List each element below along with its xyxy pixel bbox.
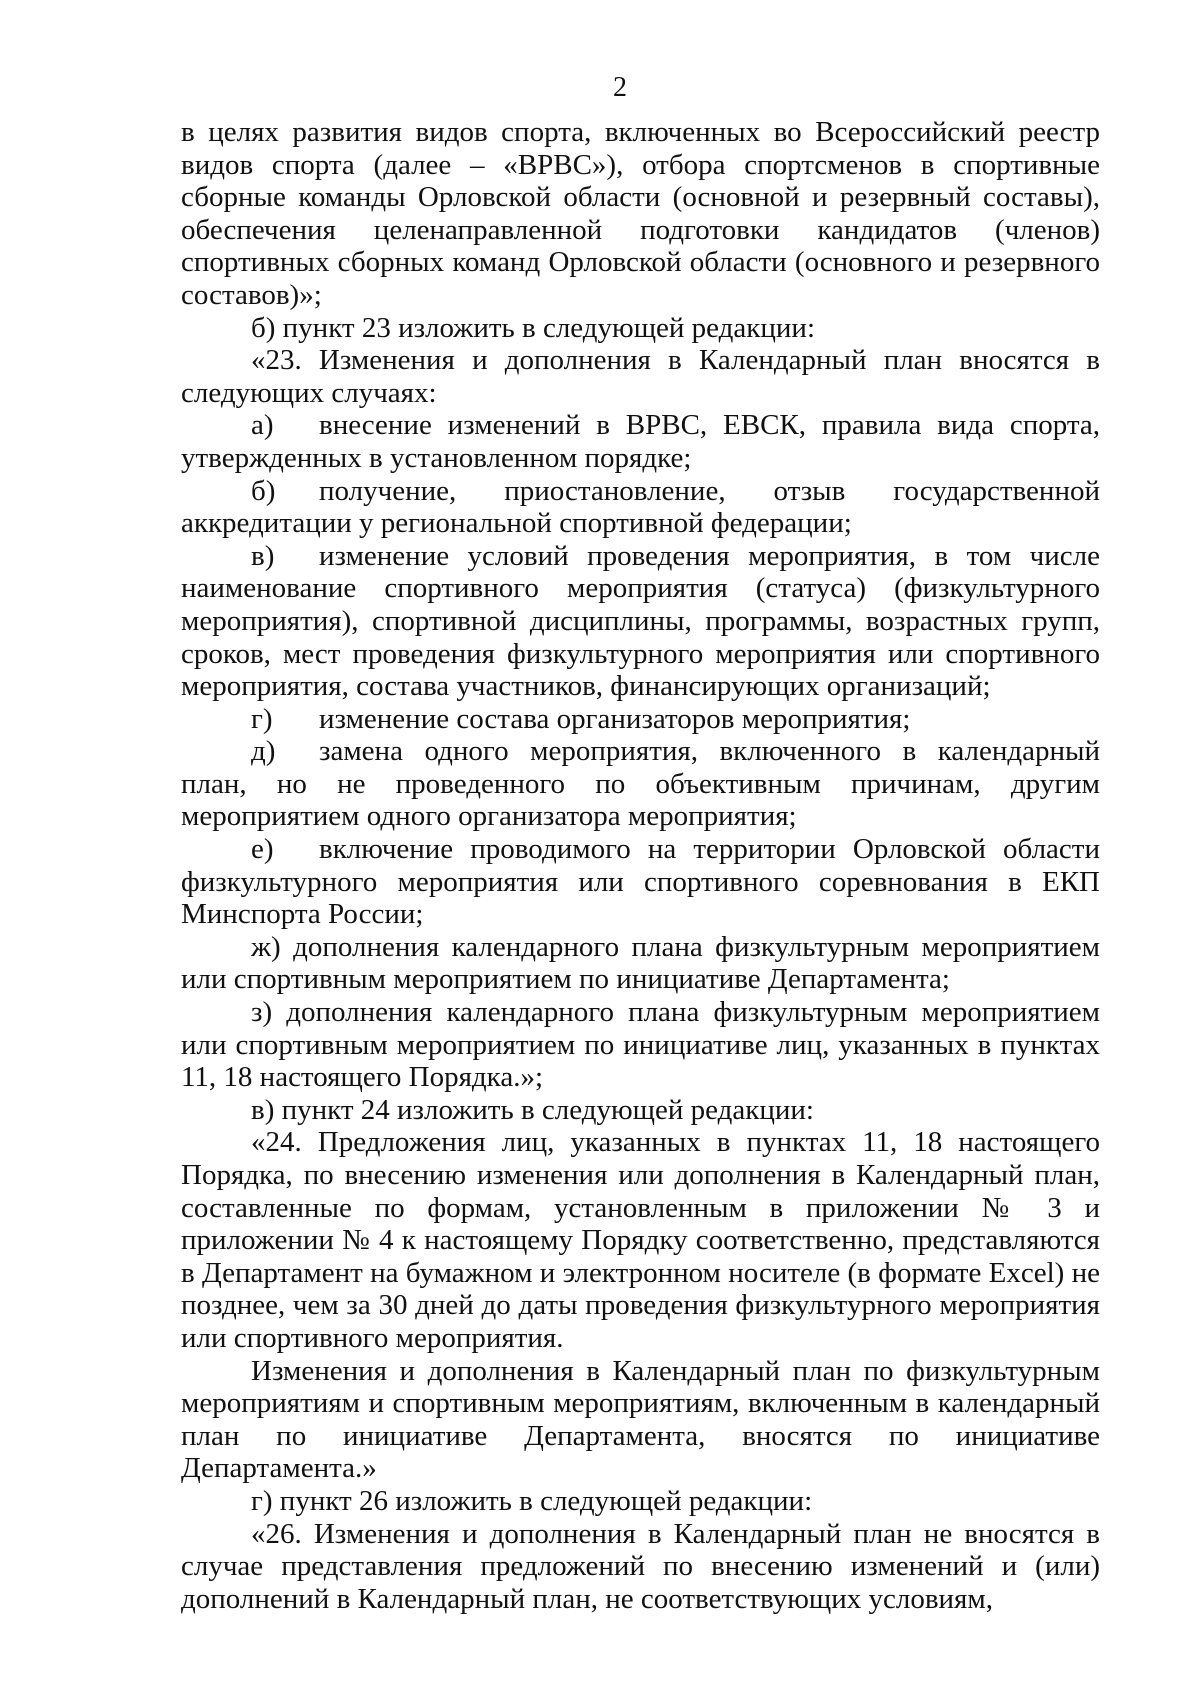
list-item-text: получение, приостановление, отзыв государственной аккредитации у региональной спортивной федерации; — [181, 474, 1100, 540]
list-item-e — [181, 833, 1100, 931]
paragraph-clause-g: г) пункт 26 изложить в следующей редакции: — [251, 1484, 813, 1517]
list-item-a — [181, 409, 1100, 474]
list-item-zh: ж) дополнения календарного плана физкультурным мероприятием или спортивным мероприятием по инициативе Департамента; — [181, 930, 1100, 996]
list-item-b — [181, 475, 1100, 540]
paragraph-point-24: «24. Предложения лиц, указанных в пунктах 11, 18 настоящего Порядка, по внесению изменения или дополнения в Календарный план, составленные по формам, установленным в приложении № 3 и приложении № 4 к настоящему Порядку соответственно, представляются в Департамент на бумажном и электронном носителе (в формате Excel) не позднее, чем за 30 дней до даты проведения физкультурного мероприятия или спортивного мероприятия. — [181, 1126, 1100, 1354]
list-marker: а) — [251, 409, 274, 442]
paragraph-intro: в целях развития видов спорта, включенных во Всероссийский реестр видов спорта (далее – «ВРВС»), отбора спортсменов в спортивные сборные команды Орловской области (основной и резервный составы), обеспечения целенаправленной подготовки кандидатов (членов) спортивных сборных команд Орловской области (основного и резервного составов)»; — [181, 116, 1100, 311]
document-body — [181, 116, 1100, 1615]
list-item-text: включение проводимого на территории Орловской области физкультурного мероприятия или спортивного соревнования в ЕКП Минспорта России; — [181, 833, 1100, 931]
list-item-g — [181, 703, 1100, 736]
paragraph-clause-b: б) пункт 23 изложить в следующей редакции: — [251, 311, 815, 344]
list-marker: г) — [251, 702, 273, 735]
list-marker: е) — [251, 833, 274, 866]
list-item-text: внесение изменений в ВРВС, ЕВСК, правила вида спорта, утвержденных в установленном порядке; — [181, 409, 1100, 474]
list-item-text: изменение условий проведения мероприятия, в том числе наименование спортивного мероприятия (статуса) (физкультурного мероприятия), спортивной дисциплины, программы, возрастных групп, сроков, мест проведения физкультурного мероприятия или спортивного мероприятия, состава участников, финансирующих организаций; — [181, 539, 1100, 703]
paragraph-clause-v: в) пункт 24 изложить в следующей редакции: — [251, 1093, 814, 1126]
list-marker: б) — [251, 474, 276, 507]
paragraph-point-23: «23. Изменения и дополнения в Календарный план вносятся в следующих случаях: — [181, 344, 1100, 409]
list-item-v — [181, 540, 1100, 703]
paragraph-point-24-continued: Изменения и дополнения в Календарный план по физкультурным мероприятиям и спортивным мероприятиям, включенным в календарный план по инициативе Департамента, вносятся по инициативе Департамента.» — [181, 1354, 1100, 1485]
list-marker: в) — [251, 539, 275, 572]
list-item-d — [181, 735, 1100, 833]
list-marker: д) — [251, 735, 276, 768]
page-number: 2 — [613, 72, 627, 103]
list-item-text: замена одного мероприятия, включенного в календарный план, но не проведенного по объективным причинам, другим мероприятием одного организатора мероприятия; — [181, 735, 1100, 833]
list-item-z: з) дополнения календарного плана физкультурным мероприятием или спортивным мероприятием по инициативе лиц, указанных в пунктах 11, 18 настоящего Порядка.»; — [181, 996, 1100, 1094]
paragraph-point-26: «26. Изменения и дополнения в Календарный план не вносятся в случае представления предложений по внесению изменений и (или) дополнений в Календарный план, не соответствующих условиям, — [181, 1517, 1100, 1615]
list-item-text: изменение состава организаторов мероприятия; — [319, 702, 911, 735]
